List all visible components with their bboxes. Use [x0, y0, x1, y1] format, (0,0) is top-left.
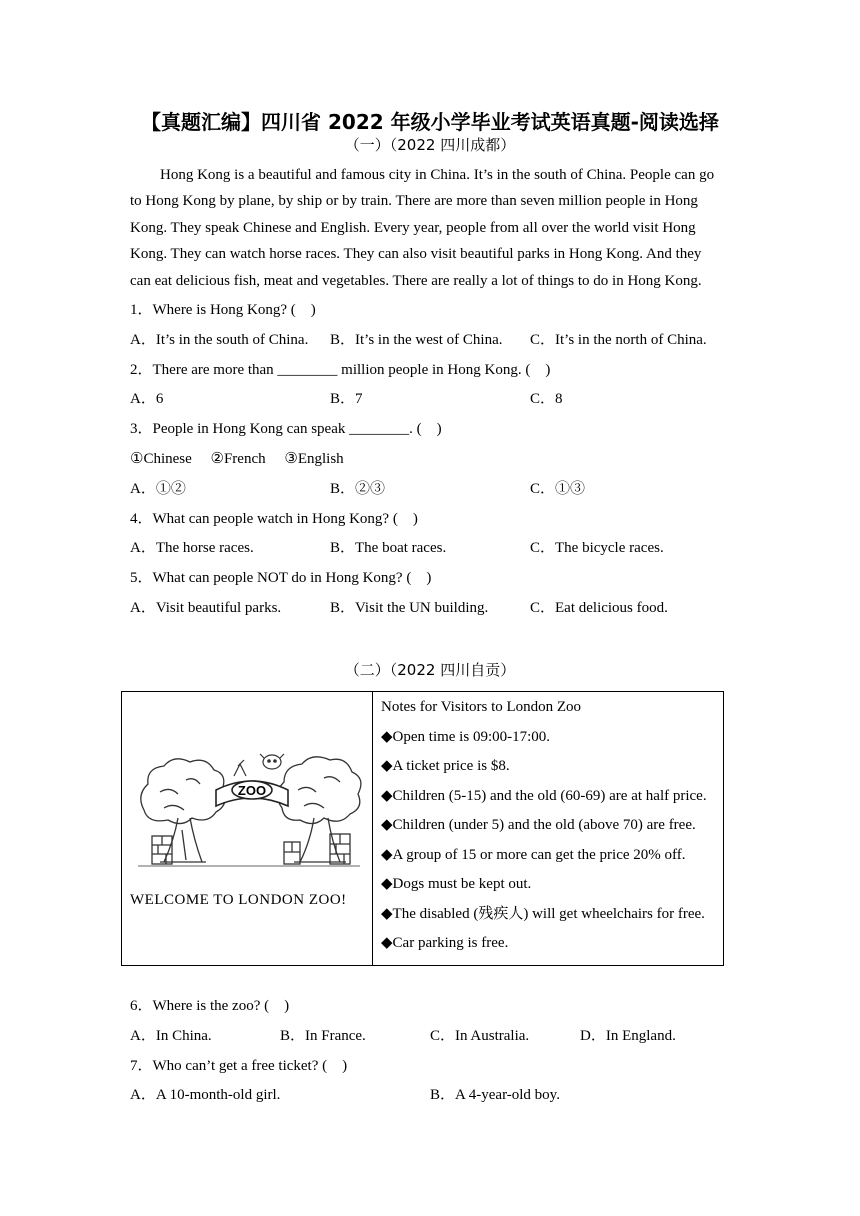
note-item: ◆Children (under 5) and the old (above 70) are free.: [381, 817, 696, 833]
zoo-sign-text: ZOO: [237, 783, 267, 798]
note-item: ◆A ticket price is $8.: [381, 758, 510, 774]
note-item: ◆Dogs must be kept out.: [381, 876, 532, 892]
q6-option-b: B．In France.: [280, 1028, 366, 1044]
question-7: 7．Who can’t get a free ticket? ( ): [130, 1058, 348, 1074]
question-1: 1．Where is Hong Kong? ( ): [130, 302, 316, 318]
q4-option-c: C．The bicycle races.: [530, 540, 664, 556]
question-2: 2．There are more than ________ million people in Hong Kong. ( ): [130, 362, 551, 378]
q2-option-b: B．7: [330, 391, 363, 407]
question-6: 6．Where is the zoo? ( ): [130, 998, 290, 1014]
section-1-heading: （一）（2022 四川成都）: [344, 136, 516, 154]
question-4: 4．What can people watch in Hong Kong? ( ): [130, 511, 418, 527]
passage-text: Hong Kong is a beautiful and famous city in China. It’s in the south of China. People can go to Hong Kong by plane, by ship or by train. There are more than seven million people in Hong Kong. They speak Chinese and English. Every year, people from all over the world visit Hong Kong. They can watch horse races. They can also visit beautiful parks in Hong Kong. And they can eat delicious fish, meat and vegetables. There are really a lot of things to do in Hong Kong.: [130, 167, 715, 289]
q1-option-a: A．It’s in the south of China.: [130, 332, 309, 348]
zoo-picture-cell: [122, 692, 373, 966]
q7-option-b: B．A 4-year-old boy.: [430, 1087, 560, 1103]
q1-option-c: C．It’s in the north of China.: [530, 332, 707, 348]
note-item: ◆A group of 15 or more can get the price 20% off.: [381, 846, 686, 863]
note-item: ◆Open time is 09:00-17:00.: [381, 728, 551, 745]
q2-option-a: A．6: [130, 391, 164, 407]
zoo-notes-cell: [373, 692, 724, 966]
reading-passage: [130, 162, 725, 294]
q3-option-a: A．①②: [130, 481, 186, 497]
zoo-notes-list: [373, 692, 723, 964]
q7-option-a: A．A 10-month-old girl.: [130, 1087, 281, 1103]
note-item: ◆Car parking is free.: [381, 935, 509, 951]
q1-option-b: B．It’s in the west of China.: [330, 332, 503, 348]
q6-option-c: C．In Australia.: [430, 1028, 530, 1044]
note-item: ◆Children (5-15) and the old (60-69) are at half price.: [381, 787, 707, 804]
note-item: ◆The disabled (残疾人) will get wheelchairs for free.: [381, 905, 705, 922]
q5-option-a: A．Visit beautiful parks.: [130, 600, 282, 616]
zoo-gate-illustration: [134, 750, 364, 880]
section-2-heading: （二）（2022 四川自贡）: [344, 661, 516, 679]
question-3: 3．People in Hong Kong can speak ________. ( ): [130, 421, 442, 437]
q6-option-a: A．In China.: [130, 1028, 212, 1044]
q4-option-b: B．The boat races.: [330, 540, 447, 556]
notes-heading: Notes for Visitors to London Zoo: [381, 699, 582, 715]
question-5: 5．What can people NOT do in Hong Kong? ( ): [130, 570, 432, 586]
q3-option-c: C．①③: [530, 481, 586, 497]
q6-option-d: D．In England.: [580, 1028, 676, 1044]
q4-option-a: A．The horse races.: [130, 540, 254, 556]
q5-option-b: B．Visit the UN building.: [330, 600, 489, 616]
q2-option-c: C．8: [530, 391, 563, 407]
q3-choices: ①Chinese ②French ③English: [130, 451, 344, 467]
page-title: 【真题汇编】四川省 2022 年级小学毕业考试英语真题-阅读选择: [141, 110, 719, 134]
q3-option-b: B．②③: [330, 481, 386, 497]
zoo-notes-table: [121, 691, 724, 966]
q5-option-c: C．Eat delicious food.: [530, 600, 668, 616]
welcome-caption: WELCOME TO LONDON ZOO!: [130, 892, 347, 908]
